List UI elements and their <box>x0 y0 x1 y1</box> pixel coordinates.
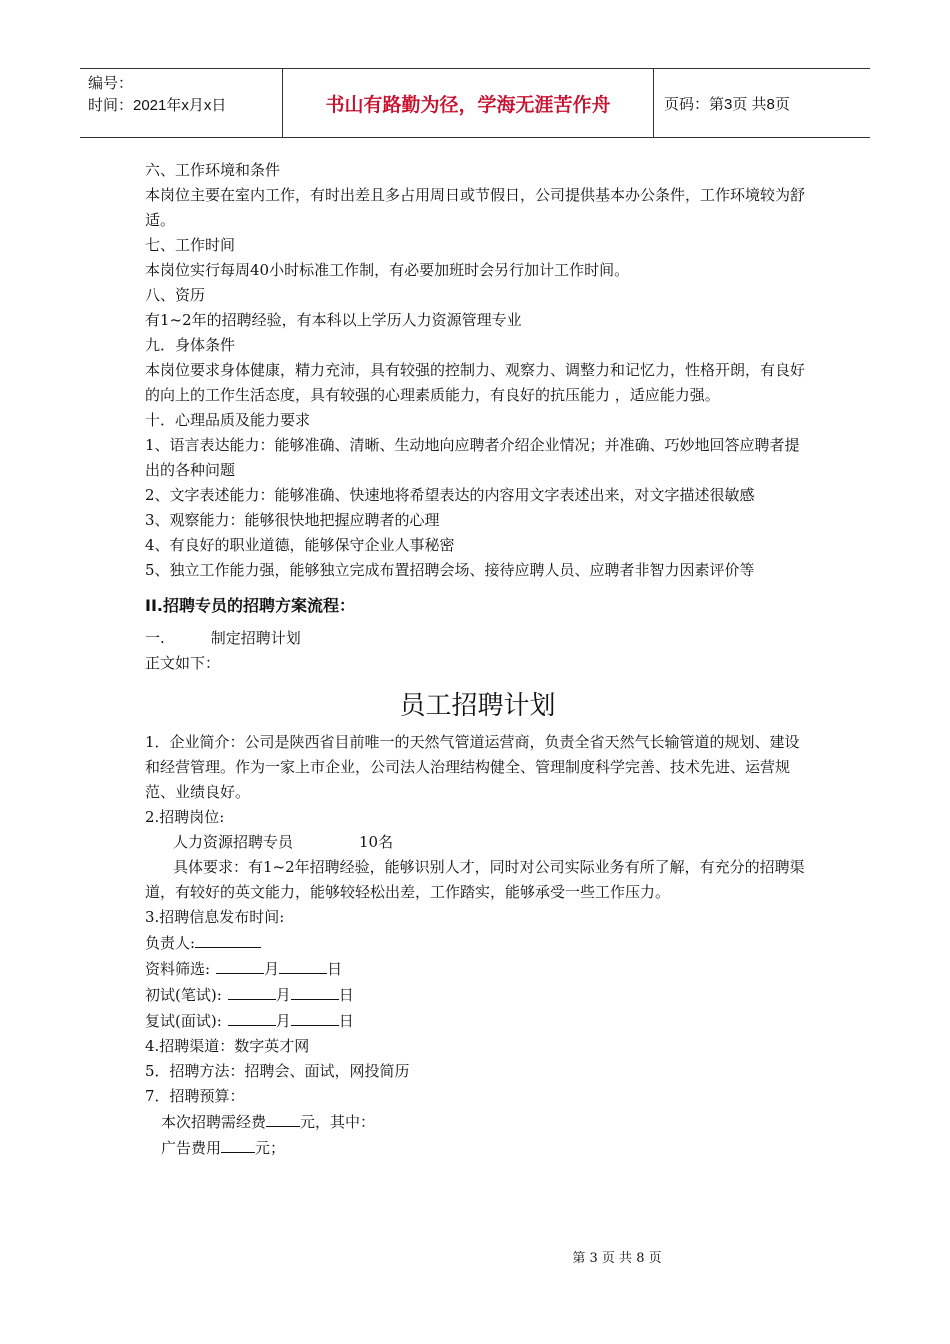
section-heading: 八、资历 <box>145 286 206 304</box>
paragraph: 有1~2年的招聘经验，有本科以上学历人力资源管理专业 <box>145 311 522 329</box>
blank-line <box>221 1135 255 1153</box>
day-label: 日 <box>338 1012 354 1030</box>
interview-line <box>145 1008 810 1034</box>
section-heading: 六、工作环境和条件 <box>145 161 281 179</box>
position-name: 人力资源招聘专员 <box>173 833 294 851</box>
section-heading: 十．心理品质及能力要求 <box>145 411 311 429</box>
written-test-line <box>145 982 810 1008</box>
responsible-label: 负责人: <box>145 934 196 952</box>
list-item: 4、有良好的职业道德，能够保守企业人事秘密 <box>145 536 455 554</box>
intro-text: 正文如下： <box>145 654 221 672</box>
list-item: 1、语言表达能力：能够准确、清晰、生动地向应聘者介绍企业情况；并准确、巧妙地回答应聘者提出的各种问题 <box>145 436 800 479</box>
paragraph: 1．企业简介：公司是陕西省目前唯一的天然气管道运营商，负责全省天然气长输管道的规划、建设和经营管理。作为一家上市企业，公司法人治理结构健全、管理制度科学完善、技术先进、运营规范、业绩良好。 <box>145 733 800 801</box>
paragraph: 2.招聘岗位: <box>145 808 225 826</box>
page-info: 页码：第3页 共8页 <box>664 95 790 113</box>
paragraph: 3.招聘信息发布时间: <box>145 908 285 926</box>
section-heading: 九．身体条件 <box>145 336 236 354</box>
ad-cost-line <box>145 1135 810 1161</box>
header-motto-cell <box>282 69 654 137</box>
month-label: 月 <box>275 986 291 1004</box>
month-label: 月 <box>275 1012 291 1030</box>
list-item: 2、文字表述能力：能够准确、快速地将希望表达的内容用文字表述出来，对文字描述很敏感 <box>145 486 755 504</box>
screening-label: 资料筛选: <box>145 960 211 978</box>
plan-title: 员工招聘计划 <box>399 691 556 721</box>
budget-suffix: 元，其中： <box>300 1113 376 1131</box>
number-label: 编号： <box>88 75 134 92</box>
ad-cost-suffix: 元； <box>255 1139 286 1157</box>
section2-heading: II.招聘专员的招聘方案流程： <box>145 596 355 615</box>
step-label: 制定招聘计划 <box>210 629 301 647</box>
paragraph: 本岗位实行每周40小时标准工作制，有必要加班时会另行加计工作时间。 <box>145 261 630 279</box>
list-item: 3、观察能力：能够很快地把握应聘者的心理 <box>145 511 440 529</box>
section-heading: 七、工作时间 <box>145 236 236 254</box>
step-line <box>145 626 810 651</box>
ad-cost-label: 广告费用 <box>161 1139 222 1157</box>
step-number: 一. <box>145 629 165 647</box>
screening-line <box>145 956 810 982</box>
day-label: 日 <box>338 986 354 1004</box>
list-item: 5、独立工作能力强，能够独立完成布置招聘会场、接待应聘人员、应聘者非智力因素评价等 <box>145 561 755 579</box>
page-footer <box>0 1247 950 1266</box>
budget-line <box>145 1109 810 1135</box>
written-test-label: 初试(笔试): <box>145 986 222 1004</box>
motto: 书山有路勤为径，学海无涯苦作舟 <box>325 93 611 116</box>
paragraph: 本岗位主要在室内工作，有时出差且多占用周日或节假日，公司提供基本办公条件，工作环境较为舒适。 <box>145 186 806 229</box>
blank-line <box>228 1008 276 1026</box>
header-meta <box>80 69 282 137</box>
position-count: 10名 <box>359 833 394 851</box>
interview-label: 复试(面试): <box>145 1012 222 1030</box>
blank-line <box>266 1109 300 1127</box>
document-body <box>145 158 810 1161</box>
time-label: 时间：2021年x月x日 <box>88 97 227 114</box>
paragraph: 5．招聘方法：招聘会、面试，网投简历 <box>145 1062 410 1080</box>
position-line <box>145 830 810 855</box>
month-label: 月 <box>264 960 280 978</box>
blank-line <box>195 930 261 948</box>
responsible-line <box>145 930 810 956</box>
paragraph: 具体要求：有1~2年招聘经验，能够识别人才，同时对公司实际业务有所了解，有充分的招聘渠道，有较好的英文能力，能够较轻松出差，工作踏实，能够承受一些工作压力。 <box>145 858 805 901</box>
blank-line <box>279 956 327 974</box>
blank-line <box>291 1008 339 1026</box>
paragraph: 4.招聘渠道：数字英才网 <box>145 1037 310 1055</box>
blank-line <box>216 956 264 974</box>
day-label: 日 <box>327 960 343 978</box>
page-header <box>80 68 870 138</box>
budget-label: 本次招聘需经费 <box>161 1113 267 1131</box>
blank-line <box>228 982 276 1000</box>
paragraph: 本岗位要求身体健康，精力充沛，具有较强的控制力、观察力、调整力和记忆力，性格开朗，有良好的向上的工作生活态度，具有较强的心理素质能力，有良好的抗压能力 ，适应能力强。 <box>145 361 806 404</box>
blank-line <box>291 982 339 1000</box>
footer-page-number: 第 3 页 共 8 页 <box>572 1251 662 1266</box>
paragraph: 7．招聘预算： <box>145 1087 245 1105</box>
